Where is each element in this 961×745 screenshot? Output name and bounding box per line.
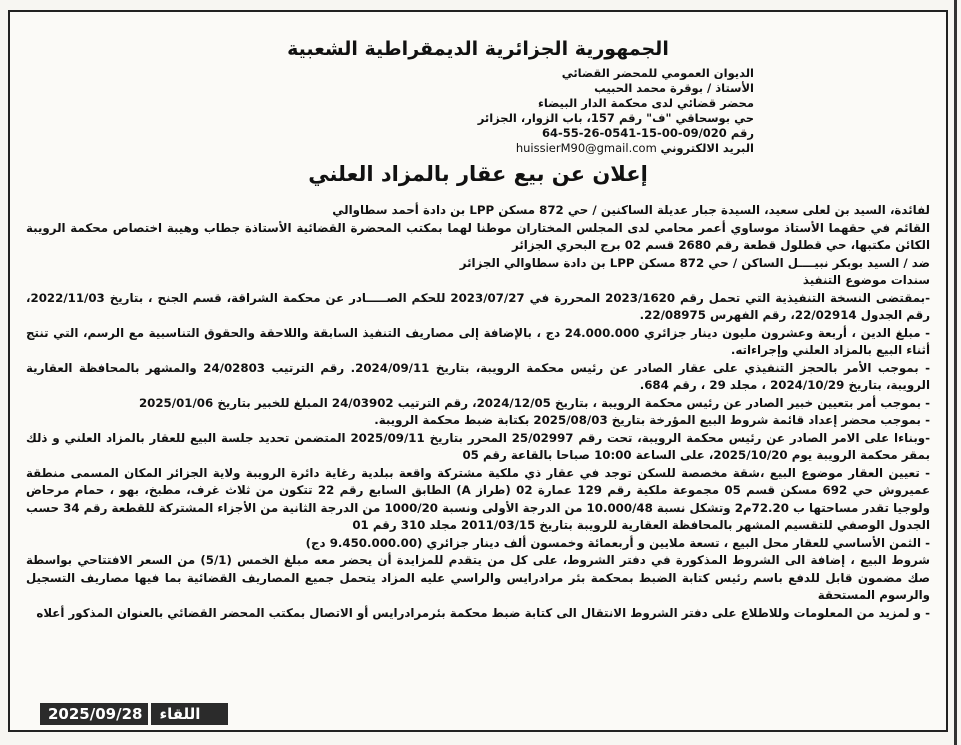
bailiff-office-block (26, 66, 930, 141)
office-line: الأستاذ / بوقرة محمد الحبيب (594, 81, 754, 95)
newspaper-name: اللقاء (159, 705, 201, 723)
paragraph-base-price: - الثمن الأساسي للعقار محل البيع ، تسعة ملايين و أربعمائة وخمسون ألف دينار جزائري (9.450.000.00 دج) (305, 535, 930, 550)
paragraph-conditions-list: - بموجب محضر إعداد قائمة شروط البيع المؤرخة بتاريخ 2025/08/03 بكتابة ضبط محكمة الرويبة. (374, 413, 930, 427)
office-line: الديوان العمومي للمحضر القضائي (561, 66, 754, 80)
publication-date: 2025/09/28 (48, 705, 143, 723)
office-line: حي بوسحاقي "ف" رقم 157، باب الزوار، الجزائر (477, 111, 754, 125)
republic-heading: الجمهورية الجزائرية الديمقراطية الشعبية (287, 38, 669, 60)
paragraph-sale-conditions: شروط البيع ، إضافة الى الشروط المذكورة في دفتر الشروط، على كل من يتقدم للمزايدة أن يحضر معه مبلغ الخمس (5/1) من السعر الافتتاحي بواسطة صك مضمون قابل للدفع باسم رئيس كتابة الضبط بمحكمة بئر مرادرايس والراسي عليه المزاد يتحمل جميع المصاريف القضائية بما فيها مصاريف التسجيل والرسوم المستحقة (26, 553, 930, 602)
email-label: البريد الالكتروني (660, 141, 754, 155)
paragraph-more-info: - و لمزيد من المعلومات وللاطلاع على دفتر الشروط الانتقال الى كتابة ضبط محكمة بئرمرادرايس أو الاتصال بمكتب المحضر القضائي بالعنوان المذكور أعلاه (36, 605, 930, 620)
announcement-frame (8, 10, 948, 732)
paragraph-beneficiary: لفائدة، السيد بن لعلى سعيد، السيدة جبار عديلة الساكنين / حي 872 مسكن LPP بن دادة أحمد سطاوالي (332, 203, 930, 217)
paragraph-expert-order: - بموجب أمر بتعيين خبير الصادر عن رئيس محكمة الرويبة ، بتاريخ 2024/12/05، رقم الترتيب 24/03902 المبلغ للخبير بتاريخ 2025/01/06 (138, 395, 930, 410)
publication-footer (40, 703, 228, 725)
paragraph-seizure-order: - بموجب الأمر بالحجز التنفيذي على عقار الصادر عن رئيس محكمة الرويبة، بتاريخ 2024/09/11. رقم الترتيب 24/02803 والمشهر بالمحافظة العقارية الرويبة، بتاريخ 2024/10/29 ، مجلد 29 ، رقم 684. (26, 360, 931, 392)
announcement-content (10, 12, 946, 622)
paragraph-titles-heading: سندات موضوع التنفيذ (802, 273, 930, 287)
email-line (26, 141, 930, 156)
phone-label: رقم (730, 126, 754, 140)
paragraph-lawyer: القائم في حقهما الأستاذ موساوي أعمر محامي لدى المجلس المختاران موطنا لهما بمكتب المحضرة القضائية الأستاذة جطاب وهيبة اختصاص محكمة الرويبة الكائن مكتبها، حي قطلول قطعة رقم 2680 قسم 02 برج البحري الجزائر (26, 220, 930, 252)
email-address: huissierM90@gmail.com (515, 141, 657, 155)
page-edge-rule (954, 0, 957, 745)
phone-numbers: 64-55-26-0541-15-00-09/020 (541, 126, 727, 140)
announcement-title: إعلان عن بيع عقار بالمزاد العلني (308, 162, 648, 186)
paragraph-debt-amount: - مبلغ الدين ، أربعة وعشرون مليون دينار جزائري 24.000.000 دج ، بالإضافة إلى مصاريف التنفيذ السابقة واللاحقة والحقوق التناسبية مع الرسم، التي تنتج أثناء البيع بالمزاد العلني وإجراءاته. (26, 325, 930, 357)
paragraph-enforcement-copy: -بمقتضى النسخة التنفيذية التي تحمل رقم 2023/1620 المحررة في 2023/07/27 للحكم الصـــــادر عن محكمة الشراقة، قسم الجنح ، بتاريخ 2022/11/03، رقم الجدول 22/02914، رقم الفهرس 22/08975. (26, 290, 930, 322)
paragraph-defendant: ضد / السيد بوبكر نبيــــل الساكن / حي 872 مسكن LPP بن دادة سطاوالي الجزائر (459, 255, 930, 270)
paragraph-session-date: -وبناءا على الامر الصادر عن رئيس محكمة الرويبة، تحت رقم 25/02997 المحرر بتاريخ 2025/09/11 المتضمن تحديد جلسة البيع للعقار بالمزاد العلني و ذلك بمقر محكمة الرويبة يوم 2025/10/20، على الساعة 10:00 صباحا بالقاعة رقم 05 (26, 430, 931, 462)
office-line: محضر قضائي لدى محكمة الدار البيضاء (538, 96, 754, 110)
paragraph-property-description: - تعيين العقار موضوع البيع ،شقة مخصصة للسكن توجد في عقار ذي ملكية مشتركة واقعة ببلدية رغاية دائرة الرويبة ولاية الجزائر المكان المسمى منطقة عميروش حي 692 مسكن قسم 05 مجموعة ملكية رقم 129 عمارة 02 (طراز A) الطابق السابع رقم 22 تتكون من ثلاث غرف، مطبخ، بهو ، حمام مرحاض ولوجيا تقدر مساحتها ب 72.20م2 وتشكل نسبة 10.000/48 من الدرجة الأولى ونسبة 1000/20 من الدرجة الثانية من الأجزاء المشتركة للقطعة رقم 34 حسب الجدول الوصفي للتقسيم المشهر بالمحافظة العقارية للرويبة بتاريخ 2011/03/15 مجلد 310 رقم 01 (26, 465, 930, 532)
phone-line (26, 126, 754, 141)
